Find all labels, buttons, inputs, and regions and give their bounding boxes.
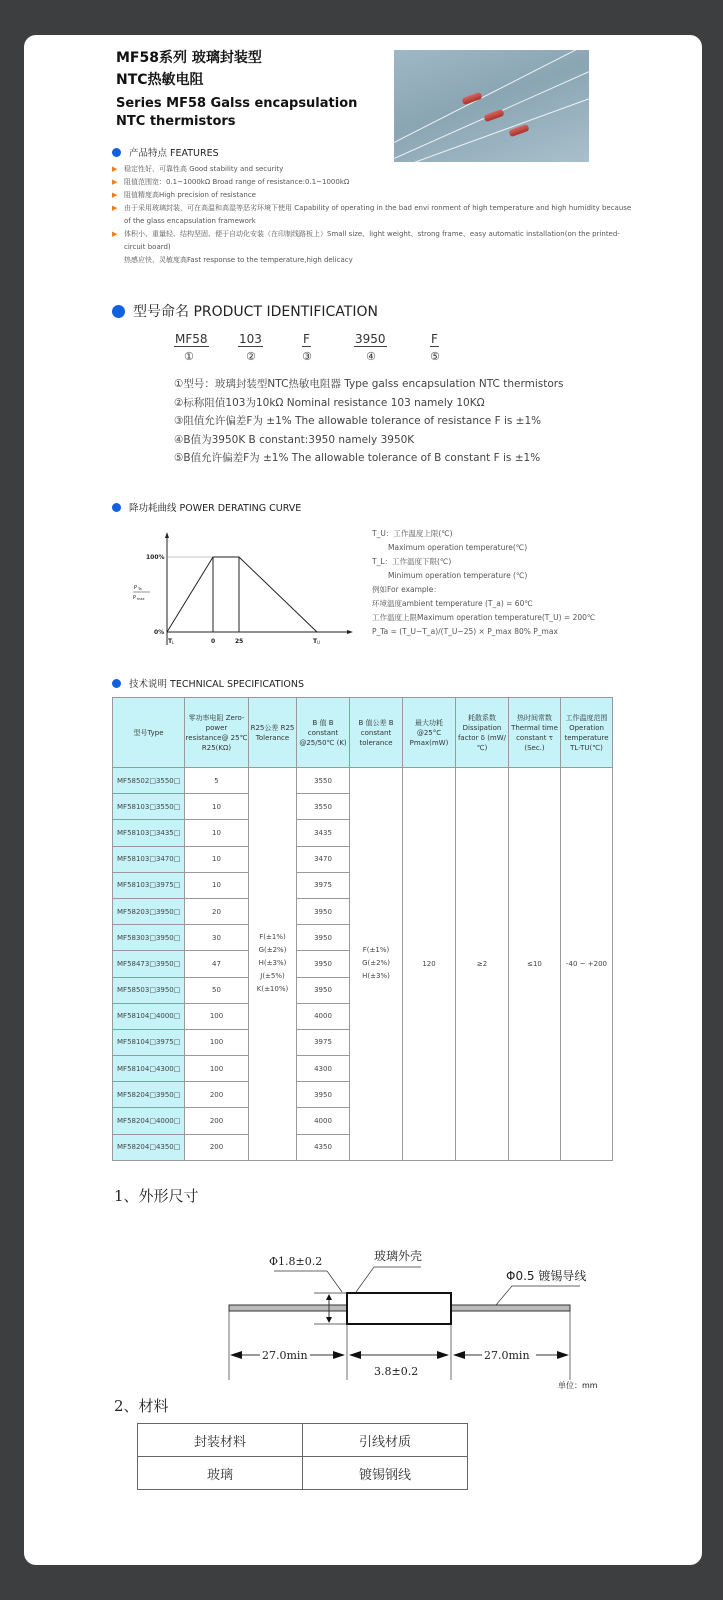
- thermal-time-cell: ≤10: [509, 768, 561, 1161]
- code-part: F ③: [302, 332, 312, 363]
- derating-notes: T_U：工作温度上限(℃) Maximum operation temperature(℃) T_L：工作温度下限(℃) Minimum operation temperature (℃) 例如For example： 环境温度ambient temperature (T_a) = 60℃ 工作温度上限Maximum operation temperature(T_U) = 200℃ P_Ta = (T_U−T_a)/(T_U−25) × P_max 80% P_max: [372, 529, 596, 636]
- table-row: MF58204□4000□ 200 4000: [113, 1108, 613, 1134]
- table-row: MF58104□3975□ 100 3975: [113, 1029, 613, 1055]
- table-row: MF58473□3950□ 47 3950: [113, 951, 613, 977]
- svg-text:27.0min: 27.0min: [262, 1349, 308, 1362]
- bullet-dot-icon: [112, 503, 121, 512]
- feature-item: ▶ 体积小、重量轻、结构坚固、便于自动化安装（在印制线路板上）Small size、light weight、strong frame、easy automatic installation(on the printed-circuit board): [112, 230, 620, 251]
- svg-text:3.8±0.2: 3.8±0.2: [374, 1365, 419, 1378]
- model-code-breakdown: [174, 332, 460, 363]
- column-header: 封装材料: [138, 1424, 303, 1457]
- table-row: MF58502□3550□ 5 F(±1%) G(±2%) H(±3%) J(±5%) K(±10%) 3550 F(±1%) G(±2%) H(±3%) 120 ≥2 ≤10 -40 ~ +200: [113, 768, 613, 794]
- svg-text:P: P: [133, 595, 137, 601]
- datasheet-card: [24, 35, 702, 1565]
- power-derating-heading: 降功耗曲线 POWER DERATING CURVE: [112, 500, 301, 514]
- svg-text:L: L: [172, 640, 175, 645]
- column-header: R25公差 R25 Tolerance: [249, 698, 297, 768]
- materials-heading: 2、材料: [114, 1397, 169, 1415]
- code-part: MF58 ①: [175, 332, 208, 363]
- features-list: [112, 163, 632, 267]
- product-photo: [394, 50, 589, 162]
- pmax-cell: 120: [403, 768, 456, 1161]
- svg-text:Φ0.5 镀锡导线: Φ0.5 镀锡导线: [506, 1269, 587, 1283]
- svg-text:U: U: [317, 640, 320, 645]
- materials-table: [137, 1423, 468, 1490]
- b-tolerance-cell: F(±1%) G(±2%) H(±3%): [350, 768, 403, 1161]
- bullet-dot-icon: [112, 148, 121, 157]
- svg-text:玻璃外壳: 玻璃外壳: [374, 1249, 423, 1263]
- svg-text:T: T: [168, 638, 173, 645]
- svg-text:max: max: [137, 597, 145, 601]
- r25-tolerance-cell: F(±1%) G(±2%) H(±3%) J(±5%) K(±10%): [249, 768, 297, 1161]
- svg-text:Ta: Ta: [138, 587, 142, 591]
- table-row: MF58303□3950□ 30 3950: [113, 925, 613, 951]
- feature-item: ▶ 稳定性好、可靠性高 Good stability and security: [112, 163, 632, 176]
- arrow-bullet-icon: ▶: [112, 204, 118, 212]
- dimension-drawing: [224, 1235, 614, 1385]
- dimensions-heading: 1、外形尺寸: [114, 1187, 199, 1205]
- features-heading: 产品特点 FEATURES: [112, 145, 219, 159]
- svg-text:P: P: [134, 585, 138, 591]
- column-header: 型号Type: [113, 698, 185, 768]
- svg-text:Φ1.8±0.2: Φ1.8±0.2: [269, 1255, 323, 1268]
- dissipation-cell: ≥2: [456, 768, 509, 1161]
- table-row: MF58103□3975□ 10 3975: [113, 872, 613, 898]
- bullet-dot-icon: [112, 305, 125, 318]
- code-part: 103 ②: [239, 332, 262, 363]
- title-en-line2: NTC thermistors: [116, 114, 236, 129]
- svg-text:T: T: [313, 638, 318, 645]
- column-header: 引线材质: [303, 1424, 468, 1457]
- arrow-bullet-icon: ▶: [112, 165, 118, 173]
- table-row: MF58103□3470□ 10 3470: [113, 846, 613, 872]
- code-part: 3950 ④: [355, 332, 386, 363]
- column-header: 热时间常数 Thermal time constant τ (Sec.): [509, 698, 561, 768]
- column-header: 最大功耗 @25°C Pmax(mW): [403, 698, 456, 768]
- feature-item: ▶ 阻值精度高High precision of resistance: [112, 189, 632, 202]
- tech-specs-heading: 技术说明 TECHNICAL SPECIFICATIONS: [112, 676, 304, 690]
- table-row: MF58204□3950□ 200 3950: [113, 1082, 613, 1108]
- table-row: MF58203□3950□ 20 3950: [113, 898, 613, 924]
- unit-label: 单位：mm: [558, 1381, 598, 1390]
- arrow-bullet-icon: ▶: [112, 191, 118, 199]
- svg-text:0%: 0%: [154, 629, 165, 636]
- table-row: MF58103□3435□ 10 3435: [113, 820, 613, 846]
- title-en-line1: Series MF58 Galss encapsulation: [116, 96, 358, 111]
- title-en: [116, 95, 357, 131]
- column-header: 零功率电阻 Zero-power resistance@ 25℃ R25(KΩ): [185, 698, 249, 768]
- bullet-dot-icon: [112, 679, 121, 688]
- column-header: 耗散系数 Dissipation factor δ (mW/℃): [456, 698, 509, 768]
- product-id-heading: 型号命名 PRODUCT IDENTIFICATION: [112, 301, 378, 321]
- table-row: [138, 1424, 468, 1457]
- svg-text:100%: 100%: [146, 554, 165, 561]
- feature-item: 热感应快、灵敏度高Fast response to the temperature,high delicacy: [124, 256, 353, 264]
- title-cn-line2: NTC热敏电阻: [116, 72, 204, 88]
- arrow-bullet-icon: ▶: [112, 230, 118, 238]
- power-derating-chart: [124, 530, 364, 650]
- svg-text:25: 25: [235, 638, 244, 645]
- code-part: F ⑤: [430, 332, 440, 363]
- tech-specs-table: [112, 697, 613, 1161]
- feature-item: ▶ 由于采用玻璃封装，可在高温和高湿等恶劣环境下使用 Capability of operating in the bad envi ronment of high temperature and high humidity because of the glass encapsulation framework: [112, 204, 632, 225]
- table-row: MF58103□3550□ 10 3550: [113, 794, 613, 820]
- column-header: B 值 B constant @25/50℃ (K): [297, 698, 350, 768]
- arrow-bullet-icon: ▶: [112, 178, 118, 186]
- column-header: B 值公差 B constant tolerance: [350, 698, 403, 768]
- svg-text:0: 0: [211, 638, 216, 645]
- product-id-explanations: ①型号：玻璃封装型NTC热敏电阻器 Type galss encapsulation NTC thermistors ②标称阻值103为10kΩ Nominal resistance 103 namely 10KΩ ③阻值允许偏差F为 ±1% The allowable tolerance of resistance F is ±1% ④B值为3950K B constant:3950 namely 3950K ⑤B值允许偏差F为 ±1% The allowable tolerance of B constant F is ±1%: [174, 378, 564, 464]
- title-cn: [116, 47, 262, 91]
- table-row: MF58104□4300□ 100 4300: [113, 1056, 613, 1082]
- svg-text:27.0min: 27.0min: [484, 1349, 530, 1362]
- op-temp-cell: -40 ~ +200: [561, 768, 613, 1161]
- title-cn-line1: MF58系列 玻璃封装型: [116, 50, 262, 66]
- table-row: MF58104□4000□ 100 4000: [113, 1003, 613, 1029]
- feature-item: ▶ 阻值范围宽：0.1~1000kΩ Broad range of resistance:0.1~1000kΩ: [112, 176, 632, 189]
- table-row: 玻璃 镀锡钢线: [138, 1457, 468, 1490]
- column-header: 工作温度范围 Operation temperature TL-TU(℃): [561, 698, 613, 768]
- table-row: MF58204□4350□ 200 4350: [113, 1134, 613, 1160]
- table-row: MF58503□3950□ 50 3950: [113, 977, 613, 1003]
